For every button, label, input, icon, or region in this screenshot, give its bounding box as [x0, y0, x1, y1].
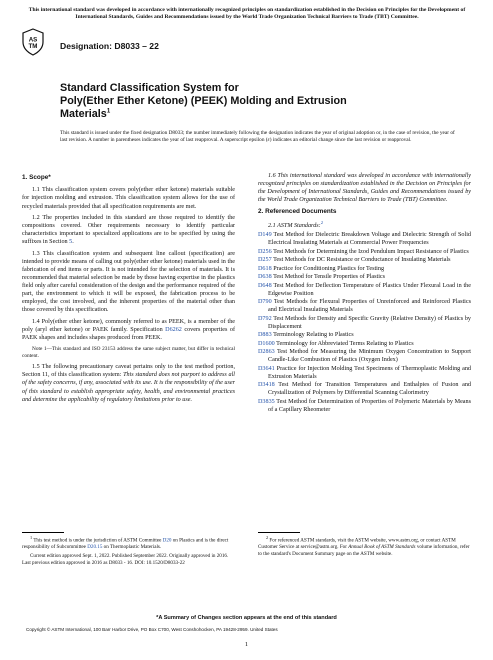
reference-code-link[interactable]: D256 [258, 248, 272, 255]
d6262-link[interactable]: D6262 [165, 327, 182, 334]
footnote-1-text-c: on Thermoplastic Materials. [102, 544, 162, 551]
reference-item [258, 331, 471, 339]
reference-item [258, 365, 471, 381]
footnote-2-mark[interactable]: 2 [320, 220, 324, 226]
committee-d20-link[interactable]: D20 [162, 537, 172, 544]
reference-code-link[interactable]: D257 [258, 257, 272, 264]
astm-logo [21, 28, 45, 56]
footnote-1-mark: 1 [30, 535, 33, 540]
paragraph-1-2-end: . [72, 239, 74, 246]
subcommittee-d20-15-link[interactable]: D20.15 [87, 544, 103, 551]
reference-code-link[interactable]: D648 [258, 282, 272, 289]
header-notice: This international standard was developed in accordance with internationally recognized principles on standardization established in the Decision on Principles for the Development of International Standards, Guides and Recommendations issued by the World Trade Organization Technical Barriers to Trade (TBT) Committee. [28, 7, 466, 21]
title-line-3 [60, 108, 440, 121]
reference-item [258, 348, 471, 364]
paragraph-1-4-text: 1.4 Poly(ether ether ketone), commonly referred to as PEEK, is a member of the poly (aryl ether ketone) or PAEK family. Specification [22, 319, 235, 334]
footnotes-right [258, 535, 471, 560]
title-line-1: Standard Classification System for [60, 82, 239, 94]
reference-title: Test Methods for Density and Specific Gravity (Relative Density) of Plastics by Displacement [268, 315, 471, 330]
reference-title: Test Methods for Determining the Izod Pendulum Impact Resistance of Plastics [273, 248, 469, 255]
reference-code-link[interactable]: D792 [258, 315, 272, 322]
right-column [258, 172, 471, 414]
reference-title: Terminology Relating to Plastics [273, 332, 354, 339]
reference-code-link[interactable]: D3418 [258, 382, 275, 389]
scope-heading: 1. Scope* [22, 174, 51, 181]
paragraph-1-3: 1.3 This classification system and subsequent line callout (specification) are intended to provide means of calling out poly(ether ether ketone) materials used in the fabrication of end items or parts. It is not intended for the selection of materials. It is recommended that material selection be made by those having expertise in the plastics field only after careful consideration of the design and the performance required of the part, the environment to which it will be exposed, the fabrication process to be employed, the cost involved, and the inherent properties of the material other than those covered by this specification. [22, 251, 235, 314]
reference-item [258, 315, 471, 331]
footnote-rule-right [258, 532, 300, 533]
page-number: 1 [244, 641, 249, 648]
reference-item [258, 398, 471, 414]
reference-item [258, 273, 471, 281]
footnotes-left [22, 535, 235, 568]
reference-code-link[interactable]: D3641 [258, 365, 275, 372]
section-5-link[interactable]: 5 [69, 239, 73, 246]
issuance-note: This standard is issued under the fixed designation D8033; the number immediately following the designation indicates the year of original adoption or, in the case of revision, the year of last revision. A number in parentheses indicates the year of last reapproval. A superscript epsilon (ε) indicates an editorial change since the last revision or reapproval. [60, 130, 455, 143]
reference-code-link[interactable]: D638 [258, 274, 272, 281]
footnote-2-text-a: For referenced ASTM standards, visit the ASTM website, www.astm.org, or contact ASTM Customer Service at service@astm.org. For [258, 537, 456, 551]
reference-item [258, 381, 471, 397]
footnote-2-superscript: 2 [266, 535, 269, 540]
paragraph-1-2 [22, 214, 235, 246]
paragraph-1-4 [22, 318, 235, 342]
reference-item [258, 231, 471, 247]
footnote-2-text-b: volume information, refer to the standard's Document Summary page on the ASTM website. [258, 544, 470, 557]
paragraph-1-2-text: 1.2 The properties included in this standard are those required to identify the compositions covered. Other requirements necessary to identify particular characteristics important to specialized applications are to be specified by using the suffixes in Section [22, 215, 235, 246]
reference-item [258, 265, 471, 273]
referenced-documents-heading: 2. Referenced Documents [258, 207, 337, 215]
title-line-3-text: Materials [60, 107, 107, 120]
reference-code-link[interactable]: D883 [258, 332, 272, 339]
reference-code-link[interactable]: D149 [258, 232, 272, 239]
reference-code-link[interactable]: D790 [258, 299, 272, 306]
copyright-line: Copyright © ASTM International, 100 Barr Harbor Drive, PO Box C700, West Conshohocken, PA 19428-2959. United States [26, 627, 278, 632]
title-line-2: Poly(Ether Ether Ketone) (PEEK) Molding and Extrusion [60, 94, 347, 107]
title-footnote-mark[interactable]: 1 [106, 108, 111, 115]
paragraph-1-5-caveat: This standard does not purport to address all of the safety concerns, if any, associated with its use. It is the responsibility of the user of this standard to establish appropriate safety, health, and environmental practices and determine the applicability of regulatory limitations prior to use. [22, 372, 235, 403]
astm-standards-subheading [258, 220, 471, 230]
reference-title: Test Method for Tensile Properties of Plastics [273, 274, 386, 281]
reference-title: Test Method for Dielectric Breakdown Voltage and Dielectric Strength of Solid Electrical Insulating Materials at Commercial Power Frequencies [268, 232, 471, 247]
reference-list [258, 231, 471, 413]
reference-title: Test Method for Deflection Temperature of Plastics Under Flexural Load in the Edgewise Position [268, 282, 471, 297]
reference-title: Practice for Conditioning Plastics for Testing [273, 265, 385, 272]
reference-item [258, 298, 471, 314]
reference-title: Test Method for Transition Temperatures and Enthalpies of Fusion and Crystallization of Polymers by Differential Scanning Calorimetry [268, 382, 471, 397]
footnote-2-annual-book: Annual Book of ASTM Standards [348, 544, 416, 551]
reference-code-link[interactable]: D1600 [258, 340, 275, 347]
reference-code-link[interactable]: D2863 [258, 349, 275, 356]
reference-title: Test Method for Measuring the Minimum Oxygen Concentration to Support Candle-Like Combustion of Plastics (Oxygen Index) [268, 349, 471, 364]
reference-code-link[interactable]: D3835 [258, 398, 275, 405]
reference-item [258, 282, 471, 298]
reference-title: Test Methods for Flexural Properties of Unreinforced and Reinforced Plastics and Electrical Insulating Materials [268, 299, 471, 314]
reference-code-link[interactable]: D618 [258, 265, 272, 272]
paragraph-1-5 [22, 363, 235, 403]
footnote-1-edition: Current edition approved Sept. 1, 2022. Published September 2022. Originally approved in 2016. Last previous edition approved in 2016 as D8033 - 16. DOI: 10.1520/D8033-22 [22, 552, 229, 566]
reference-title: Terminology for Abbreviated Terms Relating to Plastics [276, 340, 414, 347]
footnote-1-text-a: This test method is under the jurisdiction of ASTM Committee [33, 537, 163, 544]
reference-title: Test Method for Determination of Properties of Polymeric Materials by Means of a Capillary Rheometer [268, 398, 471, 413]
astm-standards-label: 2.1 ASTM Standards: [268, 223, 321, 230]
summary-of-changes-note: *A Summary of Changes section appears at the end of this standard [156, 615, 337, 621]
footnote-rule-left [22, 532, 64, 533]
reference-item [258, 340, 471, 348]
paragraph-1-4-end: covers properties of PAEK shapes and includes shapes produced from PEEK. [22, 327, 235, 342]
note-1: Note 1—This standard and ISO 23153 address the same subject matter, but differ in technical content. [22, 345, 235, 359]
footnote-1 [22, 535, 235, 551]
svg-text:AS: AS [28, 36, 38, 44]
left-column [22, 172, 235, 407]
reference-title: Test Methods for DC Resistance or Conductance of Insulating Materials [273, 257, 451, 264]
paragraph-1-5-text: 1.5 The following precautionary caveat pertains only to the test method portion, Section 11, of this classification system: [22, 364, 235, 379]
reference-item [258, 248, 471, 256]
paragraph-1-1: 1.1 This classification system covers poly(ether ether ketone) materials suitable for injection molding and extrusion. This classification system allows for the use of recycled materials provided that all specification requirements are met. [22, 187, 235, 210]
footnote-2 [258, 535, 471, 558]
reference-item [258, 256, 471, 264]
document-title [60, 82, 440, 121]
reference-title: Practice for Injection Molding Test Specimens of Thermoplastic Molding and Extrusion Materials [268, 365, 472, 380]
svg-text:TM: TM [28, 43, 38, 50]
designation: Designation: D8033 – 22 [60, 41, 159, 51]
paragraph-1-6: 1.6 This international standard was developed in accordance with internationally recognized principles on standardization established in the Decision on Principles for the Development of International Standards, Guides and Recommendations issued by the World Trade Organization Technical Barriers to Trade (TBT) Committee. [258, 173, 471, 204]
footnote-1-text-b: on Plastics and is the direct responsibility of Subcommittee [22, 537, 229, 551]
